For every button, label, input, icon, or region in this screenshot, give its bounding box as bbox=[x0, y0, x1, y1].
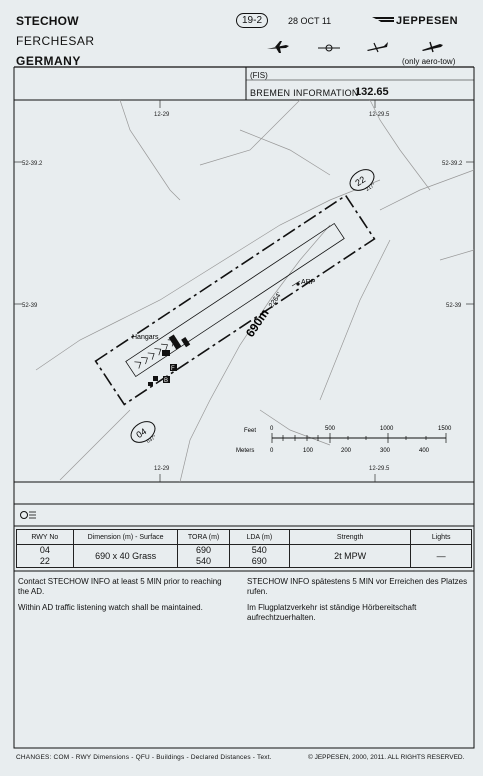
scale-meter-tick: 400 bbox=[419, 448, 430, 454]
runway-table bbox=[16, 529, 472, 568]
changes-note: CHANGES: COM - RWY Dimensions - QFU - Buildings - Declared Distances - Text. bbox=[16, 754, 272, 761]
cell-rwy: 22 bbox=[17, 556, 74, 568]
lon-label-2-bottom: 12-29.5 bbox=[369, 466, 390, 472]
note-de-1: STECHOW INFO spätestens 5 MIN vor Erreichen des Platzes rufen. bbox=[247, 577, 468, 596]
hangars-label: Hangars bbox=[132, 334, 159, 341]
scale-feet-tick: 500 bbox=[325, 426, 336, 432]
lat-label-2-left: 52-39 bbox=[22, 303, 38, 309]
cell-strength: 2t MPW bbox=[289, 545, 410, 568]
comm-type: (FIS) bbox=[250, 71, 268, 80]
runway-end-04-heading: 037° bbox=[145, 434, 158, 445]
copyright-note: © JEPPESEN, 2000, 2011. ALL RIGHTS RESERVED. bbox=[308, 754, 465, 761]
scale-feet-tick: 0 bbox=[270, 426, 274, 432]
runway-end-22-designator: 22 bbox=[353, 174, 368, 189]
runway-end-22-heading: 217° bbox=[364, 182, 377, 193]
page-number-badge: 19-2 bbox=[236, 13, 268, 28]
scale-feet-label: Feet bbox=[244, 428, 257, 434]
col-rwy-no: RWY No bbox=[17, 530, 74, 545]
aerotow-note: (only aero-tow) bbox=[402, 57, 456, 66]
runway-length: 690m bbox=[242, 306, 272, 340]
lon-label-2-top: 12-29.5 bbox=[369, 112, 390, 118]
scale-bar bbox=[236, 426, 452, 454]
table-row bbox=[17, 545, 472, 557]
col-lights: Lights bbox=[411, 530, 472, 545]
col-tora: TORA (m) bbox=[178, 530, 229, 545]
building-symbol: B bbox=[164, 378, 169, 384]
lon-label-1-bottom: 12-29 bbox=[154, 466, 170, 472]
publisher-name: JEPPESEN bbox=[396, 15, 459, 27]
cell-dimension: 690 x 40 Grass bbox=[73, 545, 178, 568]
cell-lda: 690 bbox=[229, 556, 289, 568]
fuel-symbol: F bbox=[171, 366, 175, 372]
cell-tora: 540 bbox=[178, 556, 229, 568]
comm-frequency: 132.65 bbox=[355, 86, 389, 98]
arp-label: ARP bbox=[301, 279, 316, 286]
cell-rwy: 04 bbox=[17, 545, 74, 557]
beacon-light-icon bbox=[21, 512, 37, 519]
cell-lights: — bbox=[411, 545, 472, 568]
scale-meter-tick: 200 bbox=[341, 448, 352, 454]
runway-end-04-badge bbox=[127, 417, 161, 450]
lat-label-1-right: 52-39.2 bbox=[442, 161, 463, 167]
scale-meter-tick: 300 bbox=[380, 448, 391, 454]
col-strength: Strength bbox=[289, 530, 410, 545]
runway-end-04-designator: 04 bbox=[134, 426, 149, 441]
cell-tora: 690 bbox=[178, 545, 229, 557]
lon-label-1-top: 12-29 bbox=[154, 112, 170, 118]
lat-label-2-right: 52-39 bbox=[446, 303, 462, 309]
airport-name: STECHOW bbox=[16, 14, 79, 28]
col-lda: LDA (m) bbox=[229, 530, 289, 545]
airport-alt-name: FERCHESAR bbox=[16, 34, 95, 48]
note-en-1: Contact STECHOW INFO at least 5 MIN prior to reaching the AD. bbox=[18, 577, 222, 596]
cell-lda: 540 bbox=[229, 545, 289, 557]
country-name: GERMANY bbox=[16, 54, 81, 68]
scale-meter-tick: 100 bbox=[303, 448, 314, 454]
scale-meter-tick: 0 bbox=[270, 448, 274, 454]
note-de-2: Im Flugplatzverkehr ist ständige Hörbereitschaft aufrechtzuerhalten. bbox=[247, 603, 417, 622]
comm-name: BREMEN INFORMATION bbox=[250, 88, 359, 98]
scale-meters-label: Meters bbox=[236, 448, 255, 454]
lat-label-1-left: 52-39.2 bbox=[22, 161, 43, 167]
runway-length-ft: 2264' bbox=[267, 291, 284, 310]
col-dimension: Dimension (m) - Surface bbox=[73, 530, 178, 545]
chart-date: 28 OCT 11 bbox=[288, 16, 332, 26]
note-en-2: Within AD traffic listening watch shall be maintained. bbox=[18, 603, 203, 612]
scale-feet-tick: 1500 bbox=[438, 426, 452, 432]
scale-feet-tick: 1000 bbox=[380, 426, 394, 432]
